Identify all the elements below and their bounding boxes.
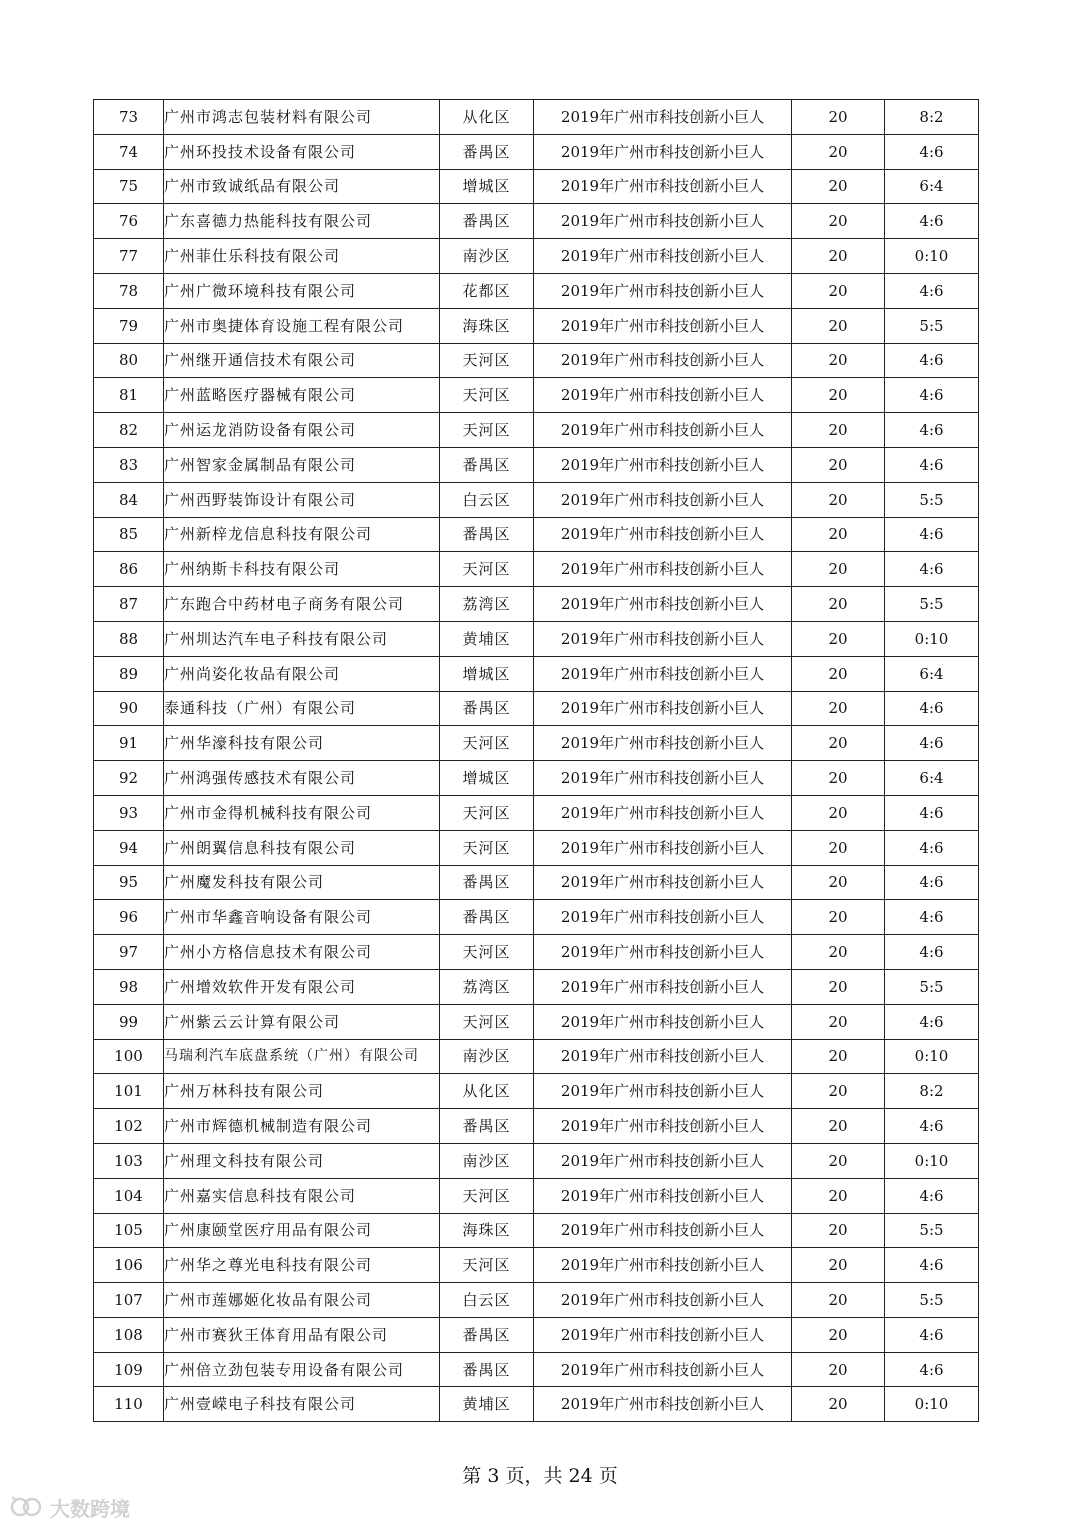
batch-name-cell: 2019年广州市科技创新小巨人 (534, 1178, 792, 1213)
funding-amount-cell: 20 (792, 900, 885, 935)
row-number-cell: 76 (94, 204, 164, 239)
district-cell: 天河区 (440, 935, 534, 970)
batch-name-cell: 2019年广州市科技创新小巨人 (534, 761, 792, 796)
row-number-cell: 95 (94, 865, 164, 900)
company-table (93, 99, 979, 1422)
funding-ratio-cell: 4:6 (885, 795, 979, 830)
funding-amount-cell: 20 (792, 1248, 885, 1283)
table-row (94, 935, 979, 970)
company-name-cell: 广州圳达汽车电子科技有限公司 (164, 621, 440, 656)
funding-amount-cell: 20 (792, 1283, 885, 1318)
funding-amount-cell: 20 (792, 343, 885, 378)
funding-ratio-cell: 5:5 (885, 587, 979, 622)
company-name-cell: 广州智家金属制品有限公司 (164, 447, 440, 482)
funding-ratio-cell: 4:6 (885, 204, 979, 239)
batch-name-cell: 2019年广州市科技创新小巨人 (534, 1109, 792, 1144)
row-number-cell: 109 (94, 1352, 164, 1387)
district-cell: 番禺区 (440, 1352, 534, 1387)
table-row (94, 1213, 979, 1248)
district-cell: 天河区 (440, 1248, 534, 1283)
table-row (94, 726, 979, 761)
funding-ratio-cell: 8:2 (885, 1074, 979, 1109)
row-number-cell: 97 (94, 935, 164, 970)
batch-name-cell: 2019年广州市科技创新小巨人 (534, 1283, 792, 1318)
row-number-cell: 80 (94, 343, 164, 378)
batch-name-cell: 2019年广州市科技创新小巨人 (534, 795, 792, 830)
company-name-cell: 广州市致诚纸品有限公司 (164, 169, 440, 204)
row-number-cell: 98 (94, 969, 164, 1004)
row-number-cell: 103 (94, 1143, 164, 1178)
watermark (10, 1494, 130, 1520)
funding-amount-cell: 20 (792, 100, 885, 135)
company-name-cell: 广州鸿强传感技术有限公司 (164, 761, 440, 796)
funding-amount-cell: 20 (792, 1074, 885, 1109)
company-name-cell: 泰通科技（广州）有限公司 (164, 691, 440, 726)
company-name-cell: 广州倍立劲包装专用设备有限公司 (164, 1352, 440, 1387)
funding-ratio-cell: 6:4 (885, 169, 979, 204)
funding-ratio-cell: 6:4 (885, 656, 979, 691)
company-name-cell: 广东跑合中药材电子商务有限公司 (164, 587, 440, 622)
company-name-cell: 广州壹嵘电子科技有限公司 (164, 1387, 440, 1422)
district-cell: 番禺区 (440, 1109, 534, 1144)
funding-ratio-cell: 4:6 (885, 378, 979, 413)
district-cell: 南沙区 (440, 1143, 534, 1178)
funding-amount-cell: 20 (792, 169, 885, 204)
row-number-cell: 86 (94, 552, 164, 587)
funding-ratio-cell: 5:5 (885, 1213, 979, 1248)
table-row (94, 1387, 979, 1422)
row-number-cell: 83 (94, 447, 164, 482)
table-row (94, 587, 979, 622)
funding-ratio-cell: 4:6 (885, 691, 979, 726)
funding-amount-cell: 20 (792, 273, 885, 308)
batch-name-cell: 2019年广州市科技创新小巨人 (534, 969, 792, 1004)
table-row (94, 1143, 979, 1178)
district-cell: 天河区 (440, 1178, 534, 1213)
row-number-cell: 94 (94, 830, 164, 865)
company-name-cell: 广州华之尊光电科技有限公司 (164, 1248, 440, 1283)
company-name-cell: 广州运龙消防设备有限公司 (164, 413, 440, 448)
table-row (94, 100, 979, 135)
district-cell: 番禺区 (440, 447, 534, 482)
district-cell: 天河区 (440, 343, 534, 378)
company-name-cell: 广州市辉德机械制造有限公司 (164, 1109, 440, 1144)
batch-name-cell: 2019年广州市科技创新小巨人 (534, 134, 792, 169)
company-name-cell: 广州朗翼信息科技有限公司 (164, 830, 440, 865)
batch-name-cell: 2019年广州市科技创新小巨人 (534, 1004, 792, 1039)
company-name-cell: 广州嘉实信息科技有限公司 (164, 1178, 440, 1213)
row-number-cell: 92 (94, 761, 164, 796)
district-cell: 花都区 (440, 273, 534, 308)
district-cell: 增城区 (440, 656, 534, 691)
district-cell: 白云区 (440, 1283, 534, 1318)
company-name-cell: 广州小方格信息技术有限公司 (164, 935, 440, 970)
row-number-cell: 105 (94, 1213, 164, 1248)
district-cell: 荔湾区 (440, 969, 534, 1004)
row-number-cell: 87 (94, 587, 164, 622)
row-number-cell: 99 (94, 1004, 164, 1039)
company-name-cell: 广州增效软件开发有限公司 (164, 969, 440, 1004)
district-cell: 海珠区 (440, 308, 534, 343)
batch-name-cell: 2019年广州市科技创新小巨人 (534, 1387, 792, 1422)
table-row (94, 900, 979, 935)
company-name-cell: 广州环投技术设备有限公司 (164, 134, 440, 169)
funding-amount-cell: 20 (792, 761, 885, 796)
district-cell: 番禺区 (440, 865, 534, 900)
page-number: 第 3 页，共 24 页 (462, 1465, 618, 1487)
table-row (94, 308, 979, 343)
funding-amount-cell: 20 (792, 413, 885, 448)
page-footer (0, 1461, 1080, 1488)
funding-ratio-cell: 4:6 (885, 865, 979, 900)
table-row (94, 1109, 979, 1144)
table-row (94, 1004, 979, 1039)
funding-amount-cell: 20 (792, 1039, 885, 1074)
district-cell: 番禺区 (440, 691, 534, 726)
company-name-cell: 广州理文科技有限公司 (164, 1143, 440, 1178)
batch-name-cell: 2019年广州市科技创新小巨人 (534, 621, 792, 656)
batch-name-cell: 2019年广州市科技创新小巨人 (534, 656, 792, 691)
company-name-cell: 广州广微环境科技有限公司 (164, 273, 440, 308)
table-row (94, 134, 979, 169)
district-cell: 黄埔区 (440, 1387, 534, 1422)
row-number-cell: 106 (94, 1248, 164, 1283)
batch-name-cell: 2019年广州市科技创新小巨人 (534, 900, 792, 935)
district-cell: 番禺区 (440, 900, 534, 935)
batch-name-cell: 2019年广州市科技创新小巨人 (534, 1074, 792, 1109)
batch-name-cell: 2019年广州市科技创新小巨人 (534, 935, 792, 970)
company-name-cell: 广州新梓龙信息科技有限公司 (164, 517, 440, 552)
company-name-cell: 广州紫云云计算有限公司 (164, 1004, 440, 1039)
company-name-cell: 马瑞利汽车底盘系统（广州）有限公司 (164, 1039, 440, 1074)
table-row (94, 761, 979, 796)
district-cell: 天河区 (440, 413, 534, 448)
company-name-cell: 广州继开通信技术有限公司 (164, 343, 440, 378)
row-number-cell: 100 (94, 1039, 164, 1074)
batch-name-cell: 2019年广州市科技创新小巨人 (534, 447, 792, 482)
company-name-cell: 广州万林科技有限公司 (164, 1074, 440, 1109)
district-cell: 天河区 (440, 378, 534, 413)
table-row (94, 273, 979, 308)
row-number-cell: 101 (94, 1074, 164, 1109)
funding-ratio-cell: 4:6 (885, 830, 979, 865)
table-row (94, 1352, 979, 1387)
batch-name-cell: 2019年广州市科技创新小巨人 (534, 691, 792, 726)
district-cell: 荔湾区 (440, 587, 534, 622)
funding-ratio-cell: 0:10 (885, 1387, 979, 1422)
batch-name-cell: 2019年广州市科技创新小巨人 (534, 413, 792, 448)
funding-ratio-cell: 5:5 (885, 482, 979, 517)
funding-ratio-cell: 0:10 (885, 1039, 979, 1074)
district-cell: 番禺区 (440, 204, 534, 239)
row-number-cell: 75 (94, 169, 164, 204)
company-name-cell: 广州蓝略医疗器械有限公司 (164, 378, 440, 413)
batch-name-cell: 2019年广州市科技创新小巨人 (534, 1352, 792, 1387)
batch-name-cell: 2019年广州市科技创新小巨人 (534, 204, 792, 239)
district-cell: 南沙区 (440, 239, 534, 274)
table-row (94, 1283, 979, 1318)
batch-name-cell: 2019年广州市科技创新小巨人 (534, 343, 792, 378)
row-number-cell: 110 (94, 1387, 164, 1422)
funding-ratio-cell: 4:6 (885, 1109, 979, 1144)
batch-name-cell: 2019年广州市科技创新小巨人 (534, 552, 792, 587)
company-name-cell: 广州康颐堂医疗用品有限公司 (164, 1213, 440, 1248)
funding-amount-cell: 20 (792, 587, 885, 622)
funding-amount-cell: 20 (792, 447, 885, 482)
company-name-cell: 广州市金得机械科技有限公司 (164, 795, 440, 830)
row-number-cell: 93 (94, 795, 164, 830)
funding-amount-cell: 20 (792, 1178, 885, 1213)
funding-amount-cell: 20 (792, 1109, 885, 1144)
table-row (94, 1178, 979, 1213)
funding-ratio-cell: 4:6 (885, 413, 979, 448)
funding-amount-cell: 20 (792, 726, 885, 761)
row-number-cell: 107 (94, 1283, 164, 1318)
batch-name-cell: 2019年广州市科技创新小巨人 (534, 239, 792, 274)
company-name-cell: 广州西野装饰设计有限公司 (164, 482, 440, 517)
company-name-cell: 广州市赛狄王体育用品有限公司 (164, 1317, 440, 1352)
table-row (94, 239, 979, 274)
funding-ratio-cell: 4:6 (885, 1004, 979, 1039)
funding-amount-cell: 20 (792, 1004, 885, 1039)
funding-amount-cell: 20 (792, 935, 885, 970)
district-cell: 增城区 (440, 169, 534, 204)
table-row (94, 204, 979, 239)
funding-amount-cell: 20 (792, 1213, 885, 1248)
funding-ratio-cell: 4:6 (885, 447, 979, 482)
batch-name-cell: 2019年广州市科技创新小巨人 (534, 378, 792, 413)
table-row (94, 969, 979, 1004)
funding-amount-cell: 20 (792, 621, 885, 656)
row-number-cell: 79 (94, 308, 164, 343)
row-number-cell: 88 (94, 621, 164, 656)
batch-name-cell: 2019年广州市科技创新小巨人 (534, 308, 792, 343)
funding-ratio-cell: 0:10 (885, 239, 979, 274)
funding-amount-cell: 20 (792, 795, 885, 830)
funding-amount-cell: 20 (792, 1143, 885, 1178)
watermark-text: 大数跨境 (50, 1496, 130, 1521)
company-name-cell: 广州尚姿化妆品有限公司 (164, 656, 440, 691)
funding-amount-cell: 20 (792, 830, 885, 865)
district-cell: 海珠区 (440, 1213, 534, 1248)
row-number-cell: 104 (94, 1178, 164, 1213)
row-number-cell: 89 (94, 656, 164, 691)
funding-amount-cell: 20 (792, 969, 885, 1004)
row-number-cell: 78 (94, 273, 164, 308)
funding-ratio-cell: 4:6 (885, 935, 979, 970)
table-row (94, 517, 979, 552)
district-cell: 天河区 (440, 552, 534, 587)
table-row (94, 795, 979, 830)
funding-amount-cell: 20 (792, 204, 885, 239)
table-row (94, 552, 979, 587)
funding-amount-cell: 20 (792, 239, 885, 274)
table-row (94, 413, 979, 448)
funding-ratio-cell: 4:6 (885, 726, 979, 761)
funding-amount-cell: 20 (792, 308, 885, 343)
funding-amount-cell: 20 (792, 482, 885, 517)
table-row (94, 1074, 979, 1109)
table-row (94, 656, 979, 691)
company-name-cell: 广州市奥捷体育设施工程有限公司 (164, 308, 440, 343)
table-row (94, 1039, 979, 1074)
row-number-cell: 102 (94, 1109, 164, 1144)
company-name-cell: 广州市华鑫音响设备有限公司 (164, 900, 440, 935)
table-row (94, 1317, 979, 1352)
funding-amount-cell: 20 (792, 378, 885, 413)
company-name-cell: 广东喜德力热能科技有限公司 (164, 204, 440, 239)
row-number-cell: 85 (94, 517, 164, 552)
funding-ratio-cell: 4:6 (885, 134, 979, 169)
row-number-cell: 73 (94, 100, 164, 135)
district-cell: 番禺区 (440, 134, 534, 169)
row-number-cell: 90 (94, 691, 164, 726)
table-row (94, 621, 979, 656)
funding-ratio-cell: 4:6 (885, 1178, 979, 1213)
district-cell: 黄埔区 (440, 621, 534, 656)
district-cell: 白云区 (440, 482, 534, 517)
batch-name-cell: 2019年广州市科技创新小巨人 (534, 1317, 792, 1352)
funding-amount-cell: 20 (792, 865, 885, 900)
row-number-cell: 77 (94, 239, 164, 274)
row-number-cell: 81 (94, 378, 164, 413)
row-number-cell: 74 (94, 134, 164, 169)
batch-name-cell: 2019年广州市科技创新小巨人 (534, 830, 792, 865)
funding-ratio-cell: 5:5 (885, 1283, 979, 1318)
funding-ratio-cell: 4:6 (885, 900, 979, 935)
batch-name-cell: 2019年广州市科技创新小巨人 (534, 1143, 792, 1178)
company-table-body (94, 100, 979, 1422)
district-cell: 从化区 (440, 1074, 534, 1109)
batch-name-cell: 2019年广州市科技创新小巨人 (534, 1039, 792, 1074)
funding-amount-cell: 20 (792, 1317, 885, 1352)
funding-ratio-cell: 0:10 (885, 1143, 979, 1178)
table-row (94, 482, 979, 517)
funding-amount-cell: 20 (792, 552, 885, 587)
funding-amount-cell: 20 (792, 691, 885, 726)
district-cell: 天河区 (440, 726, 534, 761)
company-name-cell: 广州市莲娜姬化妆品有限公司 (164, 1283, 440, 1318)
funding-ratio-cell: 4:6 (885, 1248, 979, 1283)
batch-name-cell: 2019年广州市科技创新小巨人 (534, 273, 792, 308)
district-cell: 番禺区 (440, 1317, 534, 1352)
table-row (94, 865, 979, 900)
table-row (94, 830, 979, 865)
table-row (94, 447, 979, 482)
district-cell: 增城区 (440, 761, 534, 796)
row-number-cell: 82 (94, 413, 164, 448)
batch-name-cell: 2019年广州市科技创新小巨人 (534, 726, 792, 761)
company-name-cell: 广州华濠科技有限公司 (164, 726, 440, 761)
funding-ratio-cell: 5:5 (885, 308, 979, 343)
funding-ratio-cell: 8:2 (885, 100, 979, 135)
funding-ratio-cell: 4:6 (885, 343, 979, 378)
funding-ratio-cell: 4:6 (885, 1317, 979, 1352)
batch-name-cell: 2019年广州市科技创新小巨人 (534, 587, 792, 622)
batch-name-cell: 2019年广州市科技创新小巨人 (534, 100, 792, 135)
row-number-cell: 84 (94, 482, 164, 517)
district-cell: 南沙区 (440, 1039, 534, 1074)
batch-name-cell: 2019年广州市科技创新小巨人 (534, 865, 792, 900)
district-cell: 天河区 (440, 830, 534, 865)
table-row (94, 378, 979, 413)
table-row (94, 343, 979, 378)
funding-ratio-cell: 6:4 (885, 761, 979, 796)
logo-icon (10, 1496, 44, 1518)
funding-amount-cell: 20 (792, 1387, 885, 1422)
company-name-cell: 广州菲仕乐科技有限公司 (164, 239, 440, 274)
district-cell: 天河区 (440, 1004, 534, 1039)
company-name-cell: 广州纳斯卡科技有限公司 (164, 552, 440, 587)
batch-name-cell: 2019年广州市科技创新小巨人 (534, 482, 792, 517)
funding-ratio-cell: 4:6 (885, 517, 979, 552)
row-number-cell: 96 (94, 900, 164, 935)
district-cell: 天河区 (440, 795, 534, 830)
funding-amount-cell: 20 (792, 1352, 885, 1387)
funding-ratio-cell: 5:5 (885, 969, 979, 1004)
table-row (94, 1248, 979, 1283)
company-name-cell: 广州魔发科技有限公司 (164, 865, 440, 900)
table-row (94, 691, 979, 726)
funding-amount-cell: 20 (792, 656, 885, 691)
district-cell: 从化区 (440, 100, 534, 135)
batch-name-cell: 2019年广州市科技创新小巨人 (534, 517, 792, 552)
funding-ratio-cell: 4:6 (885, 1352, 979, 1387)
batch-name-cell: 2019年广州市科技创新小巨人 (534, 1248, 792, 1283)
funding-amount-cell: 20 (792, 134, 885, 169)
batch-name-cell: 2019年广州市科技创新小巨人 (534, 1213, 792, 1248)
funding-amount-cell: 20 (792, 517, 885, 552)
funding-ratio-cell: 0:10 (885, 621, 979, 656)
district-cell: 番禺区 (440, 517, 534, 552)
table-row (94, 169, 979, 204)
row-number-cell: 108 (94, 1317, 164, 1352)
row-number-cell: 91 (94, 726, 164, 761)
batch-name-cell: 2019年广州市科技创新小巨人 (534, 169, 792, 204)
company-name-cell: 广州市鸿志包装材料有限公司 (164, 100, 440, 135)
funding-ratio-cell: 4:6 (885, 552, 979, 587)
funding-ratio-cell: 4:6 (885, 273, 979, 308)
